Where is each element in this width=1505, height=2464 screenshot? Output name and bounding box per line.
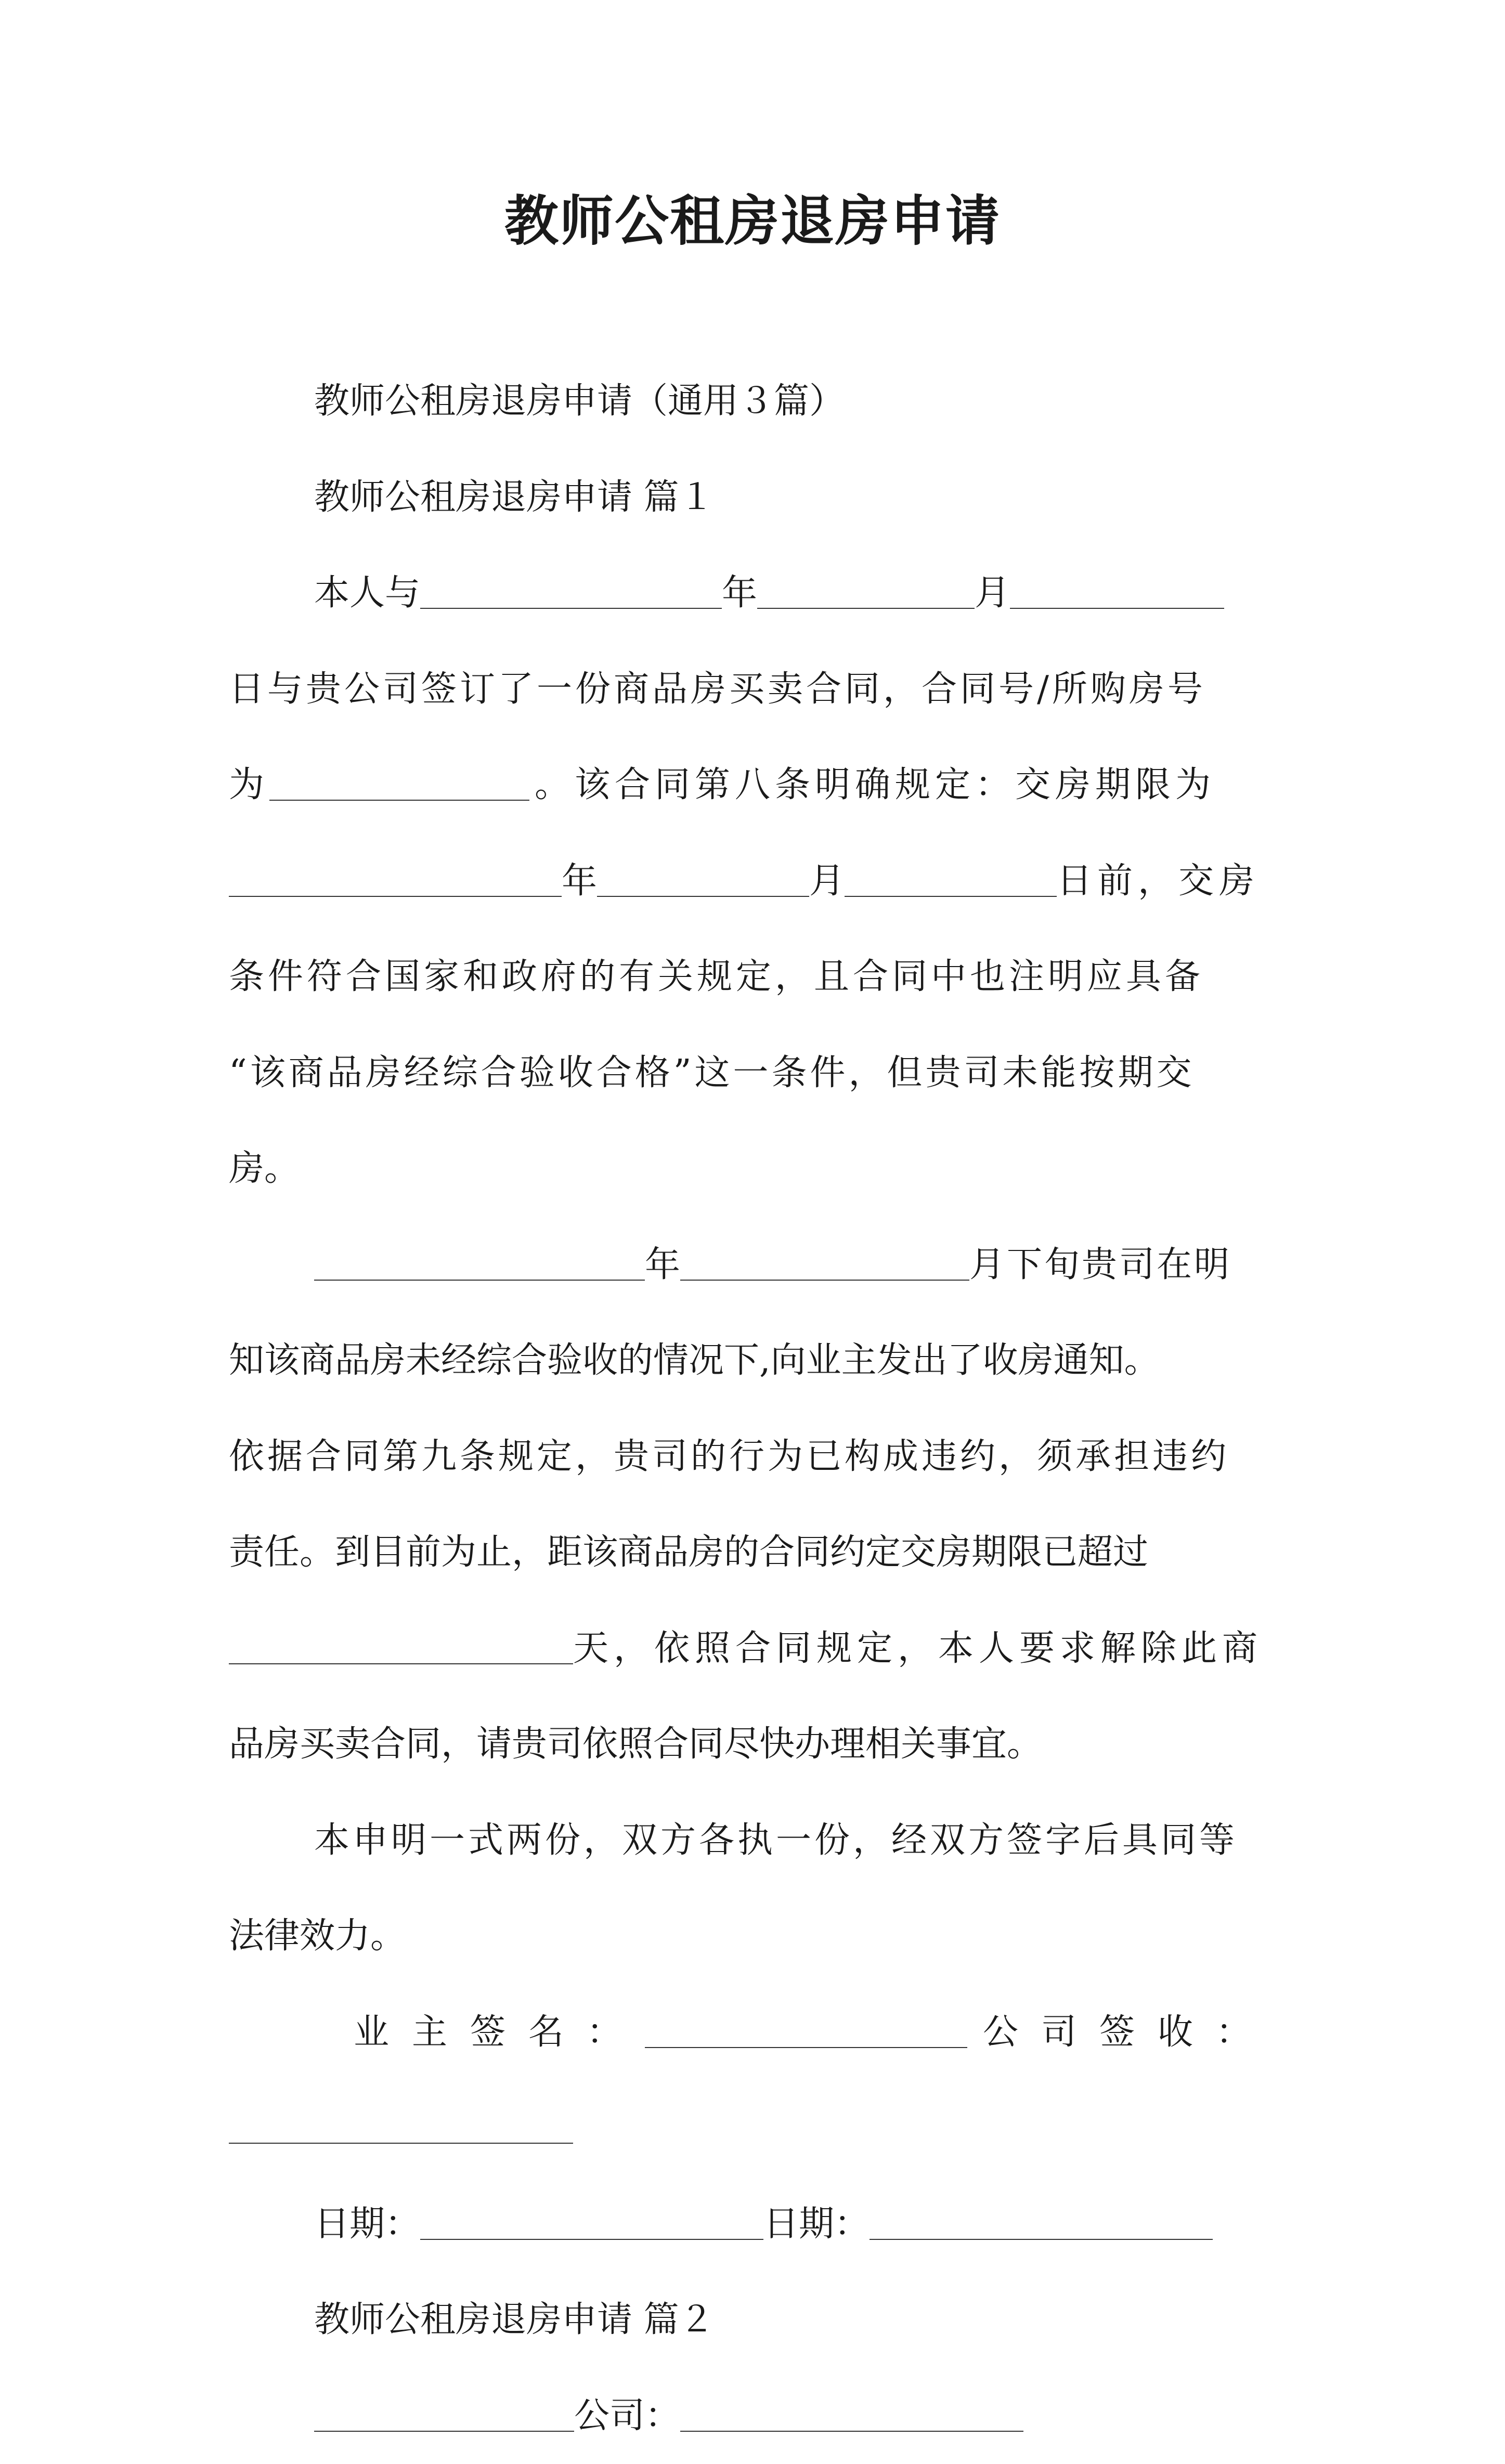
blank-line [845, 861, 1057, 897]
date-row [229, 2176, 1290, 2273]
paragraph-1-line-1 [229, 545, 1290, 642]
text: 本人与 [314, 572, 420, 614]
company-signature-label: 公司签收： [983, 2012, 1274, 2053]
paragraph-1-line-7: 房。 [229, 1121, 1290, 1217]
document-title: 教师公租房退房申请 [0, 185, 1505, 257]
paragraph-1-line-2: 日与贵公司签订了一份商品房买卖合同，合同号/所购房号 [229, 642, 1290, 738]
company-blank [680, 2395, 1023, 2432]
paragraph-3-line-2: 法律效力。 [229, 1888, 1290, 1985]
company-signature-blank [229, 2107, 573, 2144]
date-blank-company [870, 2204, 1213, 2240]
blank-line [420, 572, 722, 609]
blank-line [229, 861, 562, 897]
date-blank-owner [420, 2204, 763, 2240]
text: 月 [809, 861, 845, 902]
blank-line [680, 1244, 969, 1281]
text: 年 [562, 861, 597, 902]
company-label: 公司： [574, 2395, 680, 2436]
text: 年 [722, 572, 757, 614]
text: 日前，交房 [1057, 861, 1260, 902]
company-signature-blank-row [229, 2080, 1290, 2176]
paragraph-1-line-4 [229, 833, 1290, 930]
text: 年 [645, 1244, 680, 1285]
paragraph-2-line-3: 依据合同第九条规定，贵司的行为已构成违约，须承担违约 [229, 1409, 1290, 1505]
document-subtitle: 教师公租房退房申请（通用３篇） [229, 354, 1290, 450]
owner-signature-label: 业主签名： [354, 2012, 645, 2053]
owner-signature-blank [645, 2012, 967, 2048]
blank-line [757, 572, 975, 609]
paragraph-1-line-5: 条件符合国家和政府的有关规定，且合同中也注明应具备 [229, 929, 1290, 1025]
paragraph-1-line-3 [229, 737, 1290, 833]
paragraph-2-line-1 [229, 1217, 1290, 1313]
paragraph-1-line-6: “该商品房经综合验收合格”这一条件，但贵司未能按期交 [229, 1025, 1290, 1122]
paragraph-2-line-2: 知该商品房未经综合验收的情况下,向业主发出了收房通知。 [229, 1313, 1290, 1409]
blank-line [314, 1244, 645, 1281]
date-label-owner: 日期： [314, 2204, 420, 2245]
blank-line [597, 861, 809, 897]
section-2-heading: 教师公租房退房申请 篇２ [229, 2272, 1290, 2368]
text: 。该合同第八条明确规定：交房期限为 [535, 764, 1215, 805]
text: 月 [975, 572, 1010, 614]
date-label-company: 日期： [763, 2204, 870, 2245]
text: 月下旬贵司在明 [969, 1244, 1231, 1285]
document-body [229, 354, 1290, 2464]
blank-line [1010, 572, 1224, 609]
text: 天，依照合同规定，本人要求解除此商 [573, 1628, 1263, 1669]
section-1-heading: 教师公租房退房申请 篇１ [229, 450, 1290, 546]
paragraph-3-line-1: 本申明一式两份，双方各执一份，经双方签字后具同等 [229, 1793, 1290, 1889]
blank-line [269, 764, 529, 801]
paragraph-2-line-5 [229, 1601, 1290, 1697]
paragraph-2-line-6: 品房买卖合同，请贵司依照合同尽快办理相关事宜。 [229, 1697, 1290, 1793]
company-row [229, 2368, 1290, 2464]
signature-row [229, 1985, 1290, 2081]
recipient-blank [314, 2395, 574, 2432]
paragraph-2-line-4: 责任。到目前为止，距该商品房的合同约定交房期限已超过 [229, 1505, 1290, 1601]
blank-line [229, 1628, 573, 1664]
text: 为 [229, 764, 264, 805]
